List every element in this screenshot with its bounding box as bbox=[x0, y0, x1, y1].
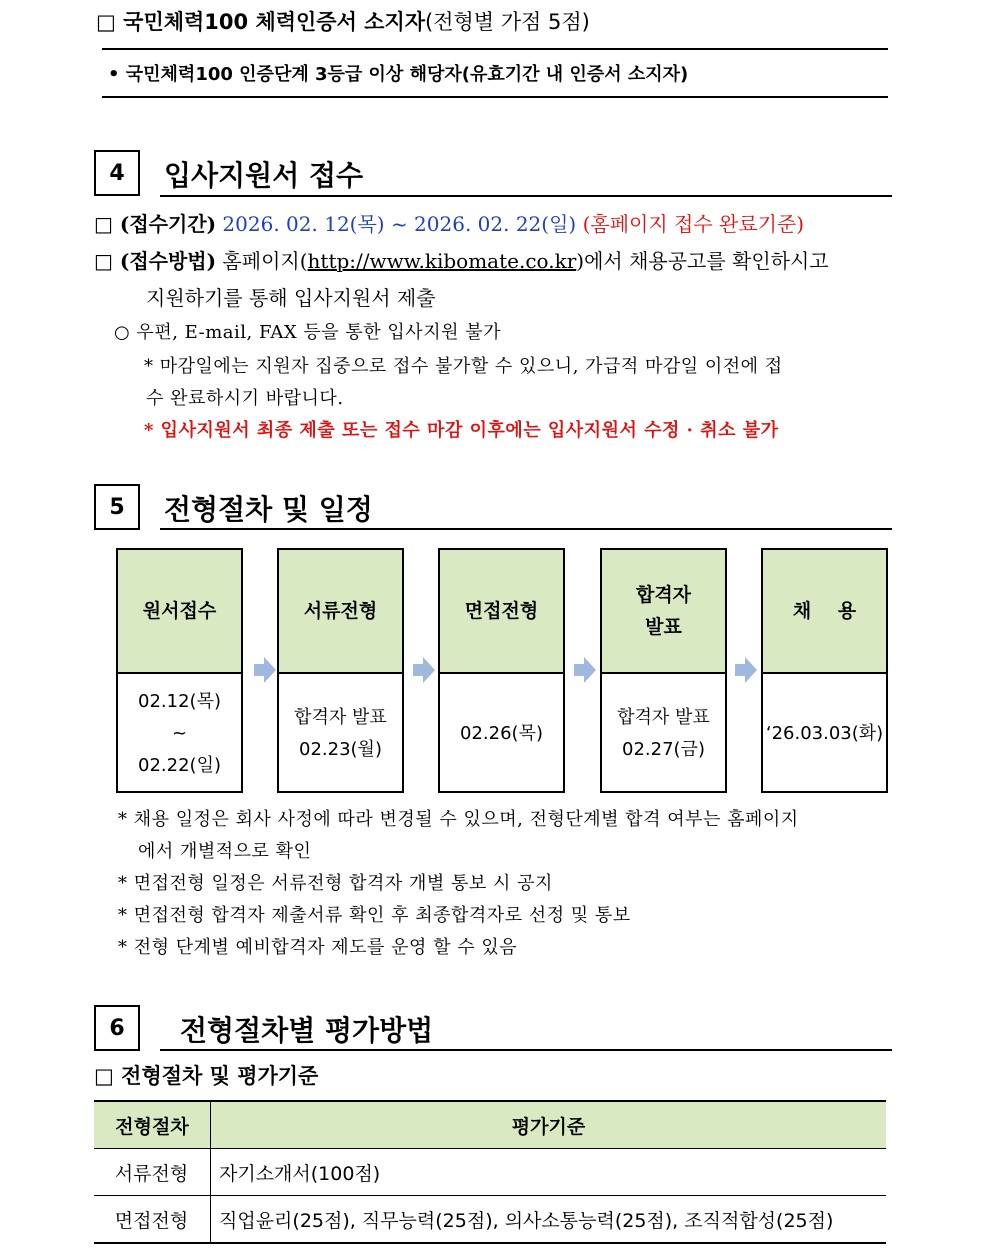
section-4-rule bbox=[160, 195, 892, 197]
table-cell: 자기소개서(100점) bbox=[211, 1149, 887, 1196]
arrow-right-icon bbox=[254, 657, 276, 683]
step-head: 서류전형 bbox=[279, 550, 402, 674]
table-row bbox=[94, 1149, 886, 1196]
step-body bbox=[440, 674, 563, 793]
table-row bbox=[94, 1196, 886, 1244]
section-4-number: 4 bbox=[94, 150, 140, 196]
section-6-rule bbox=[160, 1049, 892, 1051]
step-head: 면접전형 bbox=[440, 550, 563, 674]
step-hiring bbox=[761, 548, 888, 793]
table-cell: 직업윤리(25점), 직무능력(25점), 의사소통능력(25점), 조직적합성(25점) bbox=[211, 1196, 887, 1244]
criteria-subheading: □ 전형절차 및 평가기준 bbox=[94, 1064, 319, 1088]
certificate-bullet: • 국민체력100 인증단계 3등급 이상 해당자(유효기간 내 인증서 소지자) bbox=[108, 64, 689, 85]
divider bbox=[102, 96, 888, 98]
schedule-note: * 전형 단계별 예비합격자 제도를 운영 할 수 있음 bbox=[118, 937, 518, 958]
step-body bbox=[118, 674, 241, 793]
step-body bbox=[279, 674, 402, 793]
schedule-note: * 면접전형 합격자 제출서류 확인 후 최종합격자로 선정 및 통보 bbox=[118, 905, 631, 926]
section-4-title: 입사지원서 접수 bbox=[164, 159, 364, 192]
certificate-heading bbox=[96, 6, 590, 36]
method-line bbox=[94, 245, 829, 274]
schedule-note: * 면접전형 일정은 서류전형 합격자 개별 통보 시 공지 bbox=[118, 873, 553, 894]
homepage-link[interactable]: http://www.kibomate.co.kr bbox=[307, 249, 577, 273]
warning-note: * 입사지원서 최종 제출 또는 접수 마감 이후에는 입사지원서 수정 · 취소 불가 bbox=[144, 420, 779, 441]
schedule-note: * 채용 일정은 회사 사정에 따라 변경될 수 있으며, 전형단계별 합격 여부는 홈페이지 bbox=[118, 809, 799, 830]
step-interview bbox=[438, 548, 565, 793]
table-header: 전형절차 bbox=[94, 1101, 211, 1149]
arrow-right-icon bbox=[735, 657, 757, 683]
section-5-number: 5 bbox=[94, 484, 140, 530]
deadline-note-line-1: * 마감일에는 지원자 집중으로 접수 불가할 수 있으니, 가급적 마감일 이전에 접 bbox=[144, 356, 783, 377]
step-head-line: 발표 bbox=[645, 616, 682, 638]
period-label: □ (접수기간) bbox=[94, 212, 217, 236]
schedule-note: 에서 개별적으로 확인 bbox=[138, 841, 312, 862]
step-body-line: ‘26.03.03(화) bbox=[765, 722, 884, 744]
table-cell: 서류전형 bbox=[94, 1149, 211, 1196]
method-suffix: )에서 채용공고를 확인하시고 bbox=[576, 249, 829, 273]
step-date-end: 02.22(일) bbox=[138, 754, 221, 776]
period-note: (홈페이지 접수 완료기준) bbox=[576, 212, 805, 236]
evaluation-table bbox=[94, 1100, 886, 1244]
step-body-line: 02.23(월) bbox=[299, 738, 382, 760]
deadline-note-line-2: 수 완료하시기 바랍니다. bbox=[146, 388, 344, 409]
step-body bbox=[602, 674, 725, 793]
step-body-line: 02.26(목) bbox=[460, 722, 543, 744]
step-head: 원서접수 bbox=[118, 550, 241, 674]
step-application bbox=[116, 548, 243, 793]
step-head: 채 용 bbox=[763, 550, 886, 674]
section-5-title: 전형절차 및 일정 bbox=[164, 493, 373, 526]
step-head bbox=[602, 550, 725, 674]
arrow-right-icon bbox=[574, 657, 596, 683]
step-date-start: 02.12(목) bbox=[138, 690, 221, 712]
step-head-line: 합격자 bbox=[635, 584, 692, 606]
period-value: 2026. 02. 12(목) ~ 2026. 02. 22(일) bbox=[216, 212, 577, 236]
divider bbox=[102, 48, 888, 50]
circle-note: ○ 우편, E-mail, FAX 등을 통한 입사지원 불가 bbox=[114, 322, 501, 343]
step-announcement bbox=[600, 548, 727, 793]
table-header-row bbox=[94, 1101, 886, 1149]
method-label: □ (접수방법) bbox=[94, 249, 217, 273]
table-cell: 면접전형 bbox=[94, 1196, 211, 1244]
certificate-heading-bold: □ 국민체력100 체력인증서 소지자 bbox=[96, 10, 426, 34]
step-body bbox=[763, 674, 886, 793]
section-6-title: 전형절차별 평가방법 bbox=[180, 1014, 434, 1047]
step-body-line: 합격자 발표 bbox=[294, 706, 387, 728]
arrow-right-icon bbox=[413, 657, 435, 683]
method-line-2: 지원하기를 통해 입사지원서 제출 bbox=[146, 286, 436, 310]
section-5-rule bbox=[160, 528, 892, 530]
section-6-number: 6 bbox=[94, 1005, 140, 1051]
table-header: 평가기준 bbox=[211, 1101, 887, 1149]
step-date-sep: ~ bbox=[171, 722, 188, 744]
method-prefix: 홈페이지( bbox=[216, 249, 308, 273]
step-document-screening bbox=[277, 548, 404, 793]
period-line bbox=[94, 208, 804, 237]
step-body-line: 합격자 발표 bbox=[617, 706, 710, 728]
certificate-heading-note: (전형별 가점 5점) bbox=[425, 10, 590, 34]
step-body-line: 02.27(금) bbox=[622, 738, 705, 760]
